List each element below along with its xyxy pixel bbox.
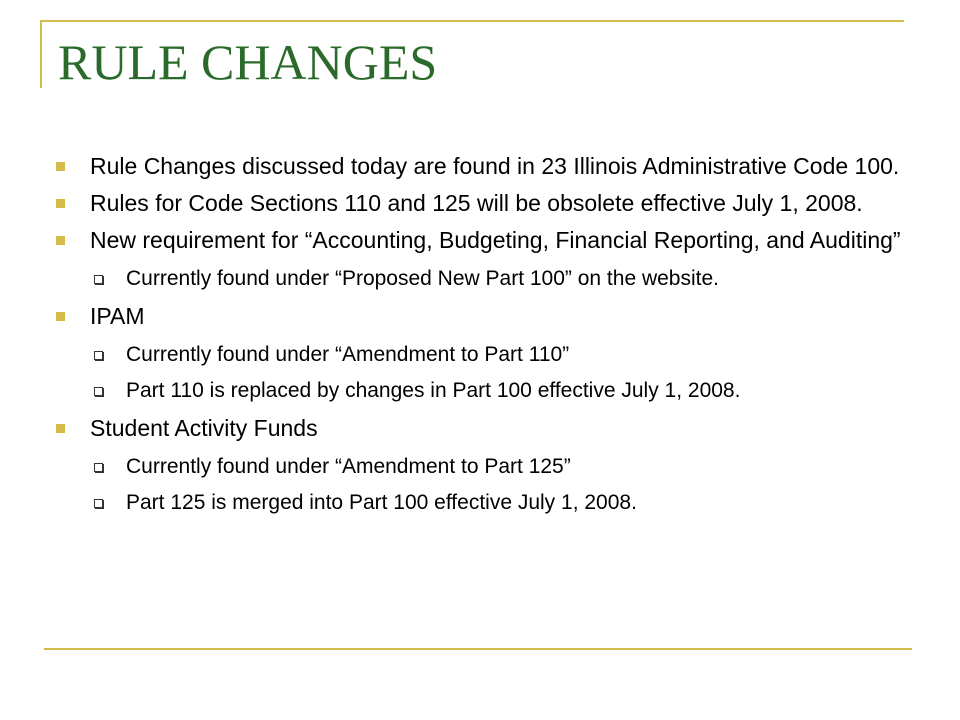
sub-bullet-item — [90, 454, 926, 480]
square-bullet-icon — [56, 199, 65, 208]
hollow-square-bullet-icon — [94, 499, 103, 508]
bullet-item — [56, 226, 926, 292]
sub-bullet-item — [90, 342, 926, 368]
bullet-text: Rules for Code Sections 110 and 125 will be obsolete effective July 1, 2008. — [90, 190, 863, 216]
square-bullet-icon — [56, 236, 65, 245]
square-bullet-icon — [56, 162, 65, 171]
bottom-divider — [44, 648, 912, 650]
left-divider — [40, 20, 42, 88]
sub-bullet-list — [90, 342, 926, 404]
sub-bullet-text: Currently found under “Proposed New Part 100” on the website. — [126, 267, 719, 290]
sub-bullet-text: Part 125 is merged into Part 100 effective July 1, 2008. — [126, 491, 637, 514]
bullet-text: Rule Changes discussed today are found in 23 Illinois Administrative Code 100. — [90, 153, 900, 179]
hollow-square-bullet-icon — [94, 275, 103, 284]
sub-bullet-list — [90, 266, 926, 292]
sub-bullet-text: Currently found under “Amendment to Part 110” — [126, 343, 570, 366]
slide-title: RULE CHANGES — [58, 34, 438, 90]
hollow-square-bullet-icon — [94, 351, 103, 360]
bullet-item — [56, 414, 926, 516]
bullet-list — [56, 152, 926, 526]
bullet-item — [56, 302, 926, 404]
bullet-text: IPAM — [90, 303, 145, 329]
hollow-square-bullet-icon — [94, 463, 103, 472]
bullet-text: Student Activity Funds — [90, 415, 318, 441]
sub-bullet-text: Currently found under “Amendment to Part 125” — [126, 455, 571, 478]
sub-bullet-item — [90, 490, 926, 516]
bullet-item — [56, 189, 926, 217]
bullet-text: New requirement for “Accounting, Budgeting, Financial Reporting, and Auditing” — [90, 227, 901, 253]
sub-bullet-item — [90, 266, 926, 292]
sub-bullet-list — [90, 454, 926, 516]
sub-bullet-text: Part 110 is replaced by changes in Part 100 effective July 1, 2008. — [126, 379, 741, 402]
hollow-square-bullet-icon — [94, 387, 103, 396]
sub-bullet-item — [90, 378, 926, 404]
top-divider — [40, 20, 904, 22]
bullet-item — [56, 152, 926, 180]
square-bullet-icon — [56, 424, 65, 433]
square-bullet-icon — [56, 312, 65, 321]
